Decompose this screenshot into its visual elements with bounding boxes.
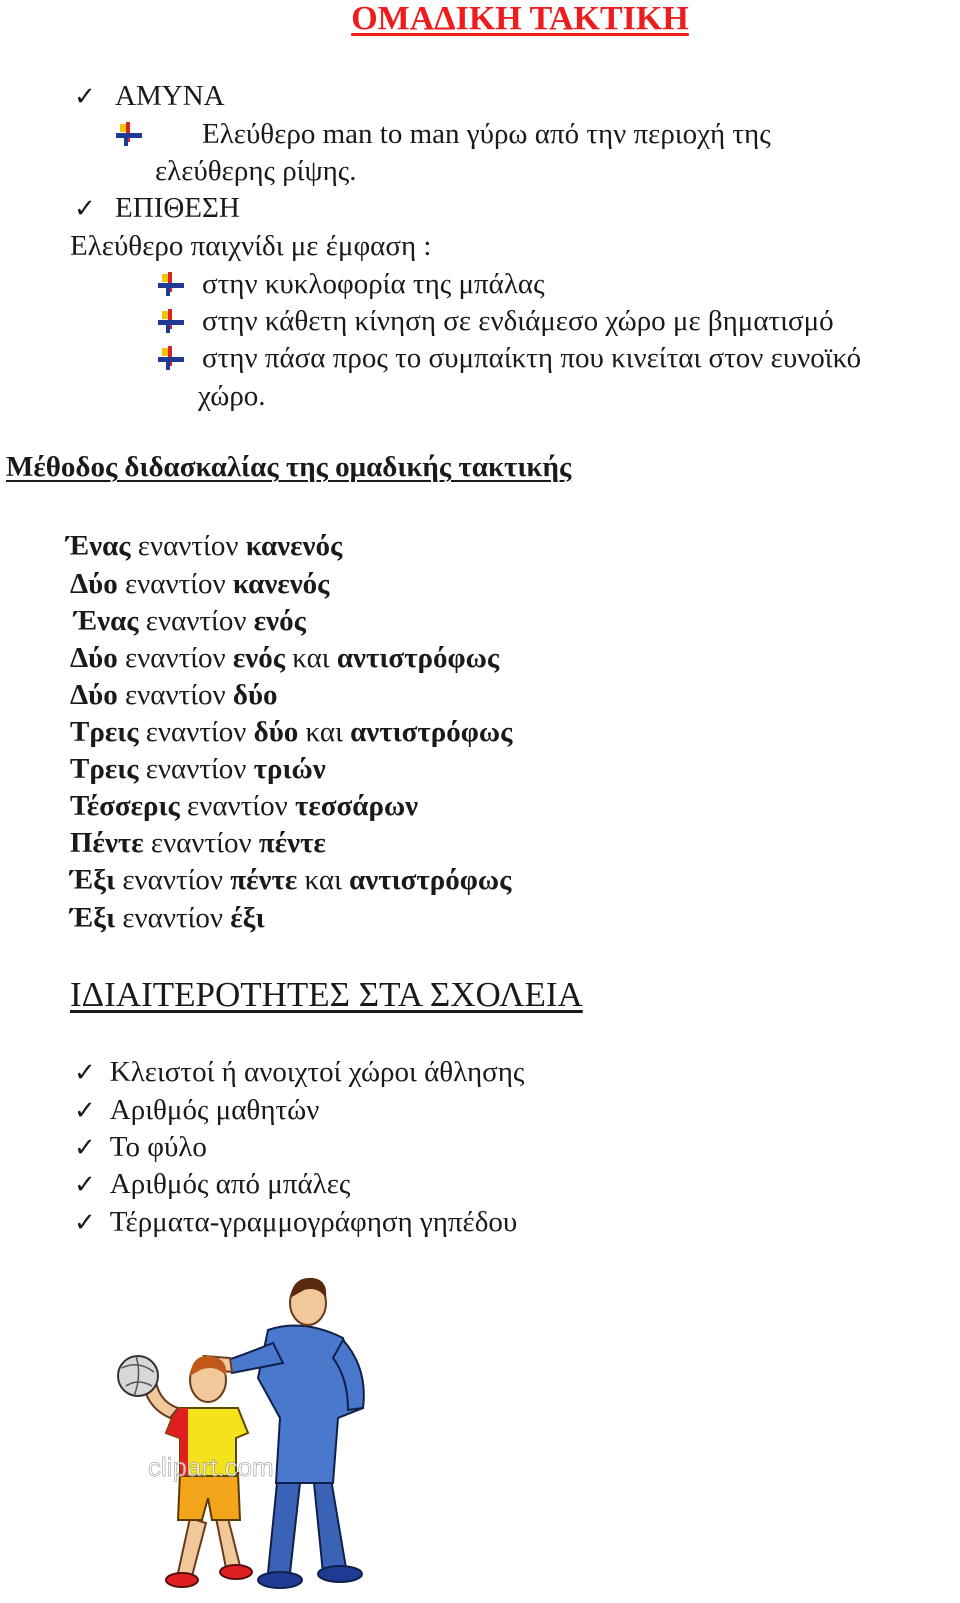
team-a: Τρεις (70, 716, 139, 748)
attack-item: στην κυκλοφορία της μπάλας (202, 268, 545, 300)
method-row (70, 714, 512, 751)
method-row (74, 603, 306, 640)
vs-word: εναντίον (145, 716, 247, 748)
attack-continuation: χώρο. (198, 380, 266, 412)
schools-heading: ΙΔΙΑΙΤΕΡΟΤΗΤΕΣ ΣΤΑ ΣΧΟΛΕΙΑ (70, 975, 583, 1014)
cross-bullet-icon (158, 346, 186, 370)
school-item (74, 1204, 517, 1242)
check-icon: ✓ (74, 1208, 96, 1238)
check-icon: ✓ (74, 1058, 96, 1088)
method-row (66, 528, 342, 565)
team-b: πέντε (258, 827, 326, 859)
team-b: δύο (253, 716, 299, 748)
method-row (70, 900, 265, 937)
team-a: Ένας (74, 605, 139, 637)
school-item (74, 1166, 350, 1204)
team-a: Πέντε (70, 827, 144, 859)
method-row (70, 751, 326, 788)
method-row (70, 640, 499, 677)
method-row (70, 862, 511, 899)
defense-text-line1: Ελεύθερο man to man γύρω από την περιοχή της (202, 118, 771, 150)
and-word: και (304, 864, 342, 896)
method-row (70, 825, 326, 862)
check-icon: ✓ (74, 82, 96, 112)
check-icon: ✓ (74, 194, 96, 224)
check-icon: ✓ (74, 1096, 96, 1126)
vs-word: εναντίον (122, 864, 224, 896)
team-a: Δύο (70, 642, 118, 674)
page-title: ΟΜΑΔΙΚΗ ΤΑΚΤΙΚΗ (351, 0, 689, 37)
vs-word: εναντίον (137, 530, 239, 562)
vs-word: εναντίον (150, 827, 252, 859)
team-b: ενός (253, 605, 306, 637)
school-item-text: Αριθμός μαθητών (109, 1094, 320, 1126)
team-a: Τέσσερις (70, 790, 180, 822)
method-row (70, 788, 418, 825)
vs-word: εναντίον (145, 605, 247, 637)
attack-label: ΕΠΙΘΕΣΗ (115, 192, 240, 224)
reverse-word: αντιστρόφως (350, 716, 513, 748)
defense-heading (74, 78, 225, 116)
attack-heading (74, 190, 240, 228)
check-icon: ✓ (74, 1170, 96, 1200)
and-word: και (292, 642, 330, 674)
attack-item: στην πάσα προς το συμπαίκτη που κινείται στον ευνοϊκό (202, 342, 862, 374)
team-b: τεσσάρων (294, 790, 419, 822)
school-item (74, 1054, 524, 1092)
attack-item: στην κάθετη κίνηση σε ενδιάμεσο χώρο με βηματισμό (202, 305, 834, 337)
method-row (70, 566, 329, 603)
school-item-text: Τέρματα-γραμμογράφηση γηπέδου (109, 1206, 518, 1238)
team-b: έξι (230, 902, 265, 934)
team-a: Τρεις (70, 753, 139, 785)
attack-intro: Ελεύθερο παιχνίδι με έμφαση : (70, 230, 432, 262)
team-a: Έξι (70, 902, 116, 934)
school-item (74, 1092, 319, 1130)
vs-word: εναντίον (145, 753, 247, 785)
vs-word: εναντίον (187, 790, 288, 822)
team-a: Δύο (70, 679, 118, 711)
and-word: και (305, 716, 343, 748)
reverse-word: αντιστρόφως (336, 642, 500, 674)
cross-bullet-icon (116, 122, 144, 146)
reverse-word: αντιστρόφως (349, 864, 512, 896)
team-a: Δύο (70, 568, 118, 600)
method-heading: Μέθοδος διδασκαλίας της ομαδικής τακτικής (6, 451, 572, 483)
school-item-text: Κλειστοί ή ανοιχτοί χώροι άθλησης (109, 1056, 525, 1088)
school-item-text: Το φύλο (109, 1131, 207, 1163)
check-icon: ✓ (74, 1133, 96, 1163)
team-b: κανενός (245, 530, 343, 562)
team-b: ενός (232, 642, 285, 674)
team-b: πέντε (230, 864, 298, 896)
watermark-text: clipart.com (148, 1452, 274, 1482)
team-b: κανενός (232, 568, 330, 600)
method-row (70, 677, 278, 714)
team-a: Ένας (66, 530, 131, 562)
cross-bullet-icon (158, 309, 186, 333)
vs-word: εναντίον (122, 902, 224, 934)
defense-label: ΑΜΥΝΑ (115, 80, 225, 112)
school-item (74, 1129, 207, 1167)
cross-bullet-icon (158, 272, 186, 296)
defense-text-line2: ελεύθερης ρίψης. (155, 155, 357, 187)
team-b: δύο (232, 679, 278, 711)
coach-and-player-illustration (108, 1268, 408, 1598)
vs-word: εναντίον (124, 679, 226, 711)
vs-word: εναντίον (124, 568, 226, 600)
team-b: τριών (253, 753, 326, 785)
team-a: Έξι (70, 864, 116, 896)
vs-word: εναντίον (124, 642, 226, 674)
school-item-text: Αριθμός από μπάλες (109, 1168, 351, 1200)
